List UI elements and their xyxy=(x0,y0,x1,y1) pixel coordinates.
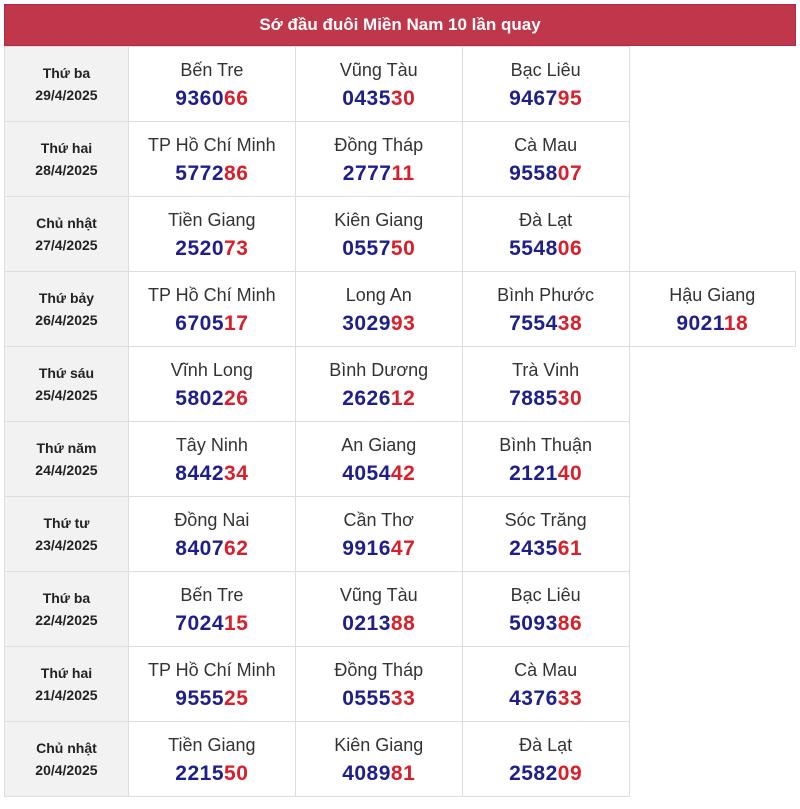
province-result-cell xyxy=(128,497,295,572)
province-name: Đà Lạt xyxy=(519,209,573,230)
number-tail-digits: 25 xyxy=(224,686,249,710)
province-name: Đồng Tháp xyxy=(334,659,424,680)
province-result-cell xyxy=(295,197,462,272)
province-name: Bến Tre xyxy=(180,59,244,80)
province-name: Tây Ninh xyxy=(175,434,248,455)
draw-day-cell xyxy=(5,722,129,797)
number-tail-digits: 12 xyxy=(390,386,416,410)
province-result-cell xyxy=(462,272,629,347)
number-head-digits: 9021 xyxy=(676,311,724,335)
number-head-digits: 2777 xyxy=(342,161,392,185)
number-tail-digits: 06 xyxy=(557,236,583,260)
number-tail-digits: 88 xyxy=(390,611,416,635)
number-tail-digits: 66 xyxy=(224,86,249,110)
empty-cell xyxy=(629,497,795,572)
province-result-cell xyxy=(128,422,295,497)
lottery-number xyxy=(129,387,295,411)
number-tail-digits: 07 xyxy=(557,161,583,185)
draw-date: 27/4/2025 xyxy=(35,237,98,253)
table-row xyxy=(5,497,796,572)
province-result-cell xyxy=(295,647,462,722)
lottery-number xyxy=(296,687,462,711)
province-name: Cà Mau xyxy=(514,659,578,680)
lottery-number xyxy=(296,87,462,111)
province-result-cell xyxy=(295,422,462,497)
empty-cell xyxy=(629,122,795,197)
lottery-number xyxy=(129,237,295,261)
number-tail-digits: 50 xyxy=(224,761,249,785)
table-row xyxy=(5,272,796,347)
number-tail-digits: 42 xyxy=(390,461,416,485)
number-head-digits: 9360 xyxy=(175,86,225,110)
number-head-digits: 5093 xyxy=(509,611,558,635)
province-name: TP Hồ Chí Minh xyxy=(147,284,276,305)
lottery-number xyxy=(296,612,462,636)
weekday-label: Thứ hai xyxy=(40,665,93,681)
number-head-digits: 2582 xyxy=(509,761,558,785)
number-tail-digits: 30 xyxy=(390,86,416,110)
lottery-number xyxy=(296,537,462,561)
province-result-cell xyxy=(128,197,295,272)
province-result-cell xyxy=(128,272,295,347)
province-result-cell xyxy=(295,572,462,647)
number-head-digits: 9467 xyxy=(509,86,558,110)
lottery-number xyxy=(630,312,795,336)
draw-date: 29/4/2025 xyxy=(35,87,98,103)
number-head-digits: 9558 xyxy=(509,161,558,185)
province-result-cell xyxy=(462,497,629,572)
lottery-number xyxy=(463,762,629,786)
draw-day-cell xyxy=(5,497,129,572)
draw-day-cell xyxy=(5,122,129,197)
number-tail-digits: 93 xyxy=(390,311,416,335)
number-head-digits: 4089 xyxy=(342,761,391,785)
weekday-label: Thứ hai xyxy=(40,140,93,156)
lottery-number xyxy=(463,87,629,111)
empty-cell xyxy=(629,422,795,497)
lottery-number xyxy=(296,312,462,336)
number-head-digits: 2520 xyxy=(175,236,225,260)
draw-date: 21/4/2025 xyxy=(35,687,98,703)
number-head-digits: 8442 xyxy=(175,461,225,485)
province-result-cell xyxy=(629,272,795,347)
lottery-number xyxy=(129,537,295,561)
province-result-cell xyxy=(128,122,295,197)
number-head-digits: 0555 xyxy=(342,686,391,710)
weekday-label: Thứ bảy xyxy=(38,290,95,306)
weekday-label: Thứ năm xyxy=(36,440,97,456)
province-name: Kiên Giang xyxy=(334,734,424,755)
lottery-number xyxy=(296,162,462,186)
province-name: Tiền Giang xyxy=(168,209,256,230)
province-name: Hậu Giang xyxy=(669,284,756,305)
province-result-cell xyxy=(295,497,462,572)
province-result-cell xyxy=(462,722,629,797)
number-tail-digits: 34 xyxy=(224,461,249,485)
weekday-label: Thứ ba xyxy=(42,590,91,606)
province-result-cell xyxy=(295,722,462,797)
province-result-cell xyxy=(128,572,295,647)
province-result-cell xyxy=(128,722,295,797)
draw-date: 23/4/2025 xyxy=(35,537,98,553)
number-tail-digits: 62 xyxy=(224,536,249,560)
lottery-number xyxy=(296,762,462,786)
table-row xyxy=(5,572,796,647)
draw-date: 24/4/2025 xyxy=(35,462,98,478)
draw-date: 28/4/2025 xyxy=(35,162,98,178)
weekday-label: Thứ tư xyxy=(43,515,90,531)
province-result-cell xyxy=(462,647,629,722)
province-name: Bạc Liêu xyxy=(510,584,581,605)
draw-day-cell xyxy=(5,272,129,347)
number-head-digits: 2435 xyxy=(509,536,558,560)
number-tail-digits: 86 xyxy=(557,611,583,635)
lottery-number xyxy=(129,462,295,486)
province-result-cell xyxy=(462,122,629,197)
number-tail-digits: 26 xyxy=(224,386,249,410)
number-head-digits: 5548 xyxy=(509,236,558,260)
number-head-digits: 4376 xyxy=(509,686,558,710)
province-name: Đà Lạt xyxy=(519,734,573,755)
lottery-number xyxy=(296,387,462,411)
number-tail-digits: 86 xyxy=(224,161,249,185)
province-result-cell xyxy=(462,572,629,647)
number-tail-digits: 40 xyxy=(557,461,583,485)
lottery-number xyxy=(129,762,295,786)
number-tail-digits: 33 xyxy=(390,686,416,710)
number-tail-digits: 11 xyxy=(391,161,415,185)
province-result-cell xyxy=(462,47,629,122)
weekday-label: Chủ nhật xyxy=(36,215,97,231)
number-tail-digits: 73 xyxy=(224,236,249,260)
number-head-digits: 5772 xyxy=(175,161,225,185)
province-name: Đồng Tháp xyxy=(334,134,424,155)
draw-date: 20/4/2025 xyxy=(35,762,98,778)
province-name: Tiền Giang xyxy=(168,734,256,755)
province-result-cell xyxy=(128,647,295,722)
results-panel xyxy=(4,4,796,797)
province-name: Kiên Giang xyxy=(334,209,424,230)
province-result-cell xyxy=(462,347,629,422)
number-head-digits: 2215 xyxy=(175,761,225,785)
number-head-digits: 0213 xyxy=(342,611,391,635)
province-name: Bình Thuận xyxy=(499,434,592,455)
number-head-digits: 7885 xyxy=(509,386,558,410)
lottery-number xyxy=(129,162,295,186)
table-row xyxy=(5,122,796,197)
number-tail-digits: 09 xyxy=(557,761,583,785)
draw-day-cell xyxy=(5,422,129,497)
province-result-cell xyxy=(128,47,295,122)
number-tail-digits: 17 xyxy=(224,311,249,335)
number-head-digits: 9555 xyxy=(175,686,225,710)
province-result-cell xyxy=(295,122,462,197)
province-name: Sóc Trăng xyxy=(504,509,587,530)
lottery-number xyxy=(463,237,629,261)
lottery-number xyxy=(296,237,462,261)
province-name: Vĩnh Long xyxy=(170,359,253,380)
lottery-number xyxy=(463,537,629,561)
number-head-digits: 9916 xyxy=(342,536,391,560)
weekday-label: Chủ nhật xyxy=(36,740,97,756)
number-head-digits: 2626 xyxy=(342,386,391,410)
draw-day-cell xyxy=(5,47,129,122)
table-row xyxy=(5,197,796,272)
number-head-digits: 8407 xyxy=(175,536,225,560)
province-name: Bình Dương xyxy=(329,359,429,380)
draw-day-cell xyxy=(5,347,129,422)
lottery-number xyxy=(129,87,295,111)
lottery-number xyxy=(296,462,462,486)
weekday-label: Thứ ba xyxy=(42,65,91,81)
number-head-digits: 2121 xyxy=(509,461,558,485)
table-row xyxy=(5,347,796,422)
number-tail-digits: 50 xyxy=(390,236,416,260)
number-tail-digits: 18 xyxy=(723,311,749,335)
empty-cell xyxy=(629,347,795,422)
province-name: Đồng Nai xyxy=(174,509,250,530)
page-title: Sớ đầu đuôi Miền Nam 10 lần quay xyxy=(4,4,796,46)
lottery-number xyxy=(463,687,629,711)
empty-cell xyxy=(629,722,795,797)
results-table xyxy=(4,46,796,797)
lottery-number xyxy=(129,687,295,711)
province-name: Cần Thơ xyxy=(343,509,414,530)
province-result-cell xyxy=(462,197,629,272)
number-head-digits: 3029 xyxy=(342,311,391,335)
province-result-cell xyxy=(462,422,629,497)
province-name: Bến Tre xyxy=(180,584,244,605)
province-name: Vũng Tàu xyxy=(339,59,418,80)
number-tail-digits: 15 xyxy=(224,611,249,635)
province-result-cell xyxy=(128,347,295,422)
lottery-number xyxy=(463,387,629,411)
lottery-number xyxy=(463,312,629,336)
province-name: An Giang xyxy=(341,434,417,455)
province-name: TP Hồ Chí Minh xyxy=(147,134,276,155)
number-tail-digits: 38 xyxy=(557,311,583,335)
table-row xyxy=(5,647,796,722)
draw-date: 22/4/2025 xyxy=(35,612,98,628)
number-head-digits: 0435 xyxy=(342,86,391,110)
number-head-digits: 4054 xyxy=(342,461,391,485)
lottery-number xyxy=(463,162,629,186)
province-name: Bạc Liêu xyxy=(510,59,581,80)
province-name: Cà Mau xyxy=(514,134,578,155)
table-row xyxy=(5,722,796,797)
number-tail-digits: 81 xyxy=(390,761,416,785)
lottery-number xyxy=(129,312,295,336)
number-head-digits: 7024 xyxy=(175,611,225,635)
empty-cell xyxy=(629,47,795,122)
draw-date: 25/4/2025 xyxy=(35,387,98,403)
province-result-cell xyxy=(295,47,462,122)
weekday-label: Thứ sáu xyxy=(38,365,95,381)
number-head-digits: 6705 xyxy=(175,311,225,335)
number-tail-digits: 33 xyxy=(557,686,583,710)
province-result-cell xyxy=(295,347,462,422)
number-head-digits: 0557 xyxy=(342,236,391,260)
province-name: Trà Vinh xyxy=(512,359,580,380)
number-tail-digits: 95 xyxy=(557,86,583,110)
table-row xyxy=(5,47,796,122)
number-tail-digits: 61 xyxy=(557,536,583,560)
number-tail-digits: 47 xyxy=(390,536,416,560)
draw-day-cell xyxy=(5,647,129,722)
draw-date: 26/4/2025 xyxy=(35,312,98,328)
number-tail-digits: 30 xyxy=(557,386,583,410)
number-head-digits: 5802 xyxy=(175,386,225,410)
lottery-number xyxy=(463,462,629,486)
lottery-number xyxy=(463,612,629,636)
province-name: Vũng Tàu xyxy=(339,584,418,605)
province-name: TP Hồ Chí Minh xyxy=(147,659,276,680)
draw-day-cell xyxy=(5,197,129,272)
draw-day-cell xyxy=(5,572,129,647)
province-name: Bình Phước xyxy=(497,284,595,305)
number-head-digits: 7554 xyxy=(509,311,558,335)
empty-cell xyxy=(629,572,795,647)
province-result-cell xyxy=(295,272,462,347)
empty-cell xyxy=(629,197,795,272)
table-row xyxy=(5,422,796,497)
lottery-number xyxy=(129,612,295,636)
empty-cell xyxy=(629,647,795,722)
province-name: Long An xyxy=(345,284,412,305)
